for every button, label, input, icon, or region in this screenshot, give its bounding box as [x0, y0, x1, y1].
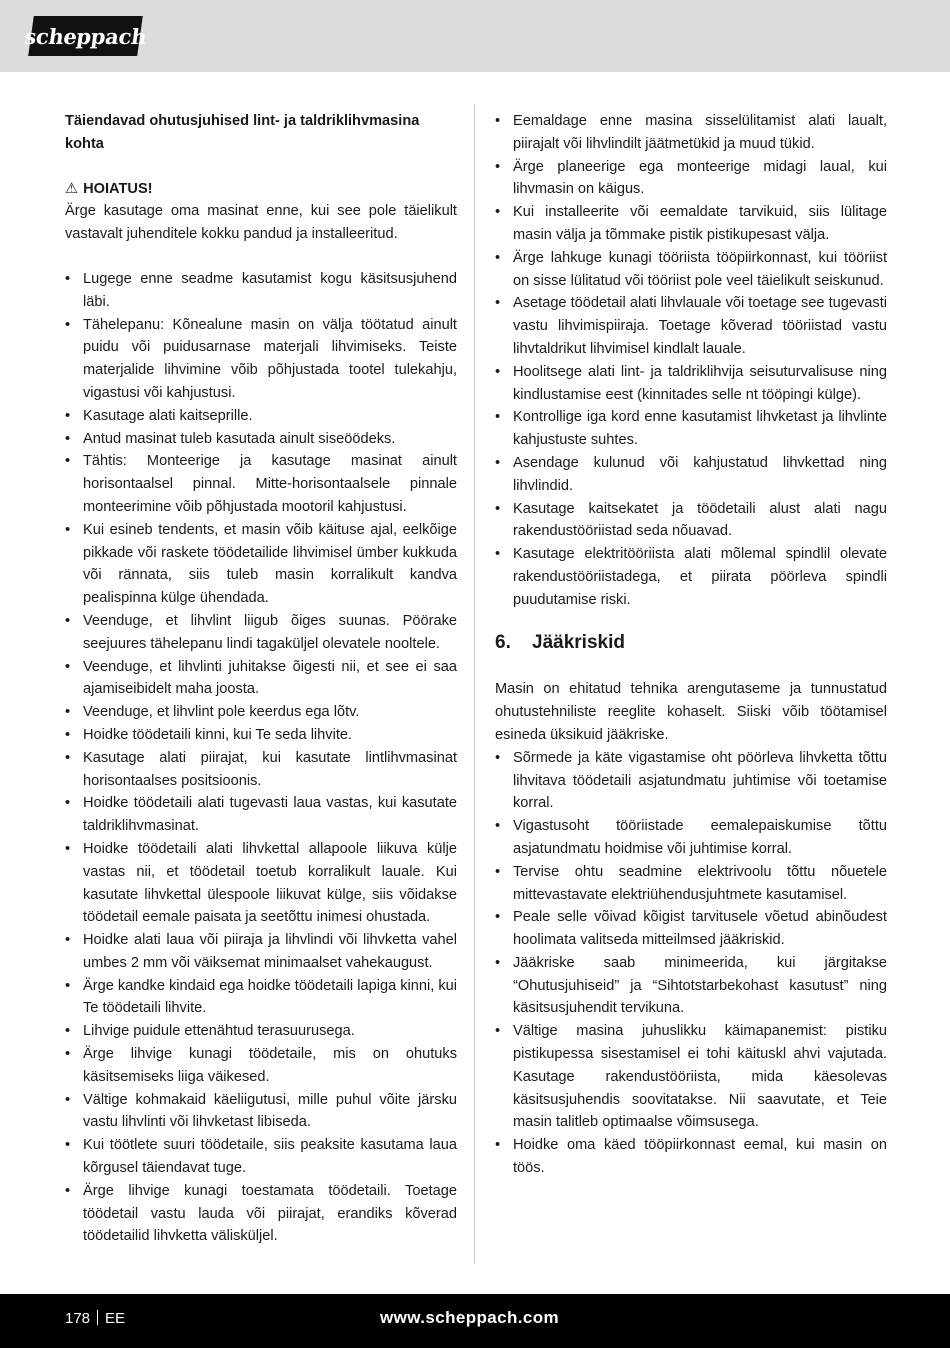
- list-item: • Kui esineb tendents, et masin võib käituse ajal, eelkõige pikkade või raskete töödetailide lihvimisel ümber kukkuda või rännata, siis tuleb masin korralikult kandva pealispinna külge ühendada.: [65, 519, 457, 610]
- list-item: • Tähelepanu: Kõnealune masin on välja töötatud ainult puidu või puidusarnase materjali lihvimiseks. Teiste materjalide lihvimine võib põhjustada tootel tulekahju, vigastusi või kahjustusi.: [65, 314, 457, 405]
- left-column: [65, 110, 457, 1248]
- list-item: • Asetage töödetail alati lihvlauale või toetage see tugevasti vastu lihvimispiiraja. Toetage kõverad tööriistad vastu lihvtaldrikut lihvimisel kindlalt lauale.: [495, 292, 887, 360]
- list-item: • Lihvige puidule ettenähtud terasuurusega.: [65, 1020, 457, 1043]
- list-item: • Kui töötlete suuri töödetaile, siis peaksite kasutama laua kõrgusel täiendavat tuge.: [65, 1134, 457, 1180]
- page-indicator: [65, 1310, 125, 1327]
- safety-list: [65, 268, 457, 1248]
- list-item: • Hoidke töödetaili alati lihvkettal allapoole liikuva külje vastas nii, et töödetail toetub korralikult lauale. Kui kasutate lihvkettal ülespoole liikuvat külge, siis võidakse töödetail eemale paisata ja seetõttu inimesi ohustada.: [65, 838, 457, 929]
- section-number: 6.: [495, 631, 511, 653]
- list-item: • Ärge lahkuge kunagi tööriista tööpiirkonnast, kui tööriist on sisse lülitatud või tööriist pole veel täielikult seiskunud.: [495, 247, 887, 293]
- list-item: • Tervise ohtu seadmine elektrivoolu tõttu nõuetele mittevastavate elektriühendusjuhtmete kasutamisel.: [495, 861, 887, 907]
- section-heading: [495, 632, 887, 655]
- list-item: • Kontrollige iga kord enne kasutamist lihvketast ja lihvlinte kahjustuste suhtes.: [495, 406, 887, 452]
- list-item: • Eemaldage enne masina sisselülitamist alati laualt, piirajalt või lihvlindilt jäätmetükid ja muud tükid.: [495, 110, 887, 156]
- scheppach-logo: scheppach: [28, 16, 143, 56]
- list-item: • Hoolitsege alati lint- ja taldriklihvija seisuturvalisuse ning kindlustamise eest (kinnitades selle nt tööpingi külge).: [495, 361, 887, 407]
- list-item: • Vältige masina juhuslikku käimapanemist: pistiku pistikupessa sisestamisel ei tohi käituskl ahvi vajutada. Kasutage rakendustööriista, mida käesolevas käsitsusjuhendis soovitatakse. Nii saavutate, et Teie masin talitleb optimaalse võimsusega.: [495, 1020, 887, 1134]
- list-item: • Ärge planeerige ega monteerige midagi laual, kui lihvmasin on käigus.: [495, 156, 887, 202]
- page-footer: [0, 1294, 950, 1348]
- page-separator: [97, 1310, 98, 1325]
- list-item: • Hoidke oma käed tööpiirkonnast eemal, kui masin on töös.: [495, 1134, 887, 1180]
- section-intro: Masin on ehitatud tehnika arengutaseme ja tunnustatud ohutustehniliste reeglite kohaselt. Siiski võib töötamisel esineda üksikuid jääkriske.: [495, 681, 887, 743]
- list-item: • Kasutage elektritööriista alati mõlemal spindlil olevate rakendustööriistadega, et piirata pöörleva spindli puudutamise riski.: [495, 543, 887, 611]
- list-item: • Ärge lihvige kunagi töödetaile, mis on ohutuks käsitsemiseks liiga väikesed.: [65, 1043, 457, 1089]
- list-item: • Veenduge, et lihvlint pole keerdus ega lõtv.: [65, 701, 457, 724]
- list-item: • Ärge lihvige kunagi toestamata töödetaili. Toetage töödetail vastu lauda või piirajat, erandiks kõverad töödetailid lihvketta välisküljel.: [65, 1180, 457, 1248]
- list-item: • Hoidke töödetaili kinni, kui Te seda lihvite.: [65, 724, 457, 747]
- list-item: • Kui installeerite või eemaldate tarvikuid, siis lülitage masin välja ja tõmmake pistik pistikupesast välja.: [495, 201, 887, 247]
- warning-text: Ärge kasutage oma masinat enne, kui see pole täielikult vastavalt juhenditele kokku pandud ja installeeritud.: [65, 203, 457, 243]
- list-item: • Kasutage kaitsekatet ja töödetaili alust alati nagu rakendustööriistad seda nõuavad.: [495, 498, 887, 544]
- list-item: • Vigastusoht tööriistade eemalepaiskumise tõttu asjatundmatu hoidmise või juhtimise korral.: [495, 815, 887, 861]
- warning-label: HOIATUS!: [83, 180, 153, 197]
- list-item: • Kasutage alati piirajat, kui kasutate lintlihvmasinat horisontaalses positsioonis.: [65, 747, 457, 793]
- residual-risk-list: [495, 747, 887, 1180]
- list-item: • Veenduge, et lihvlint liigub õiges suunas. Pöörake seejuures tähelepanu lindi tagaküljel olevatele nooltele.: [65, 610, 457, 656]
- list-item: • Kasutage alati kaitseprille.: [65, 405, 457, 428]
- warning-heading: [65, 178, 457, 201]
- list-item: • Hoidke töödetaili alati tugevasti laua vastas, kui kasutate taldriklihvmasinat.: [65, 792, 457, 838]
- list-item: • Antud masinat tuleb kasutada ainult siseöödeks.: [65, 428, 457, 451]
- list-item: • Hoidke alati laua või piiraja ja lihvlindi või lihvketta vahel umbes 2 mm või väiksemat minimaalset vahekaugust.: [65, 929, 457, 975]
- safety-instructions-title: Täiendavad ohutusjuhised lint- ja taldriklihvmasina kohta: [65, 113, 420, 152]
- page-number: 178: [65, 1310, 91, 1327]
- list-item: • Tähtis: Monteerige ja kasutage masinat ainult horisontaalsel pinnal. Mitte-horisontaalsele pinnale monteerimine võib põhjustada mootoril kahjustusi.: [65, 450, 457, 518]
- warning-triangle-icon: ⚠: [65, 180, 79, 197]
- list-item: • Peale selle võivad kõigist tarvitusele võetud abinõudest hoolimata valitseda mitteilmsed jääkriskid.: [495, 906, 887, 952]
- website-link[interactable]: www.scheppach.com: [380, 1308, 560, 1327]
- list-item: • Ärge kandke kindaid ega hoidke töödetaili lapiga kinni, kui Te töödetaili lihvite.: [65, 975, 457, 1021]
- column-divider: [474, 104, 475, 1264]
- list-item: • Lugege enne seadme kasutamist kogu käsitsusjuhend läbi.: [65, 268, 457, 314]
- language-code: EE: [105, 1310, 126, 1327]
- section-title: Jääkriskid: [532, 631, 625, 653]
- safety-list-continued: [495, 110, 887, 612]
- list-item: • Jääkriske saab minimeerida, kui järgitakse “Ohutusjuhiseid” ja “Sihtotstarbekohast kasutust” ning käsitsusjuhendit tervikuna.: [495, 952, 887, 1020]
- list-item: • Veenduge, et lihvlinti juhitakse õigesti nii, et see ei saa ajamiseibidelt maha joosta.: [65, 656, 457, 702]
- list-item: • Asendage kulunud või kahjustatud lihvkettad ning lihvlindid.: [495, 452, 887, 498]
- right-column: [495, 110, 887, 1180]
- list-item: • Sõrmede ja käte vigastamise oht pöörleva lihvketta tõttu lihvitava töödetaili asjatundmatu juhtimise või toetamise korral.: [495, 747, 887, 815]
- list-item: • Vältige kohmakaid käeliigutusi, mille puhul võite järsku vastu lihvlinti või lihvketast libiseda.: [65, 1089, 457, 1135]
- page-header: [0, 0, 950, 72]
